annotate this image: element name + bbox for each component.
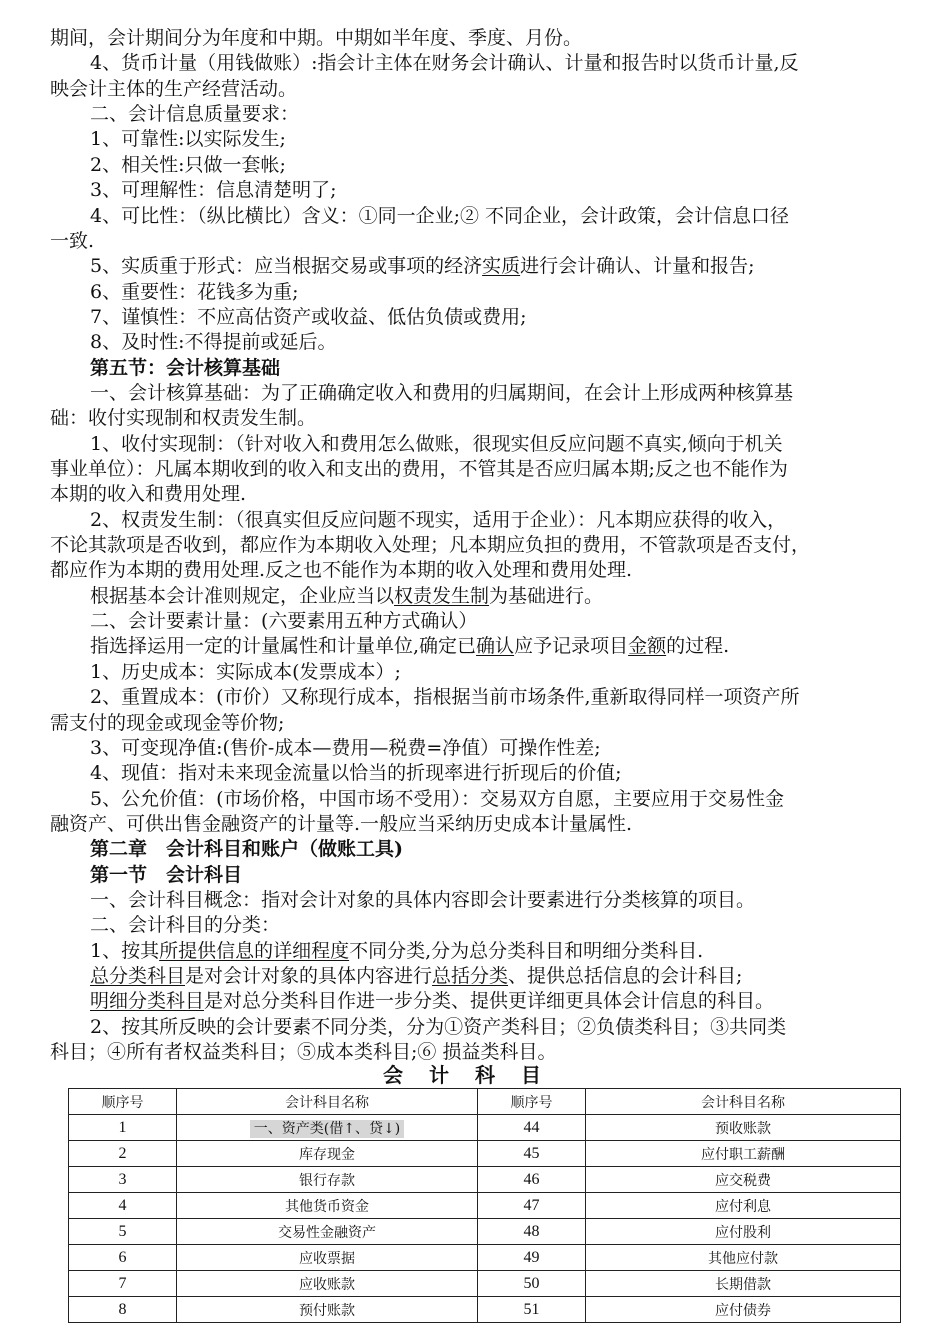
text-span: 不同分类,分为总分类科目和明细分类科目. <box>349 939 704 962</box>
text-span: 指选择运用一定的计量属性和计量单位,确定已 <box>90 635 477 658</box>
text-line: 一、会计核算基础：为了正确确定收入和费用的归属期间，在会计上形成两种核算基 <box>90 381 794 404</box>
list-item: 1、可靠性:以实际发生; <box>90 128 286 151</box>
table-cell: 49 <box>478 1245 586 1271</box>
list-item: 3、可理解性：信息清楚明了; <box>90 179 337 202</box>
table-cell: 45 <box>478 1141 586 1167</box>
text-span: 为基础进行。 <box>489 584 604 607</box>
table-cell: 应付债券 <box>586 1297 901 1323</box>
text-line: 础：收付实现制和权责发生制。 <box>50 407 317 430</box>
chapter-title: 第二章 会计科目和账户（做账工具) <box>90 838 403 861</box>
text-line <box>90 583 918 609</box>
list-item: 6、重要性：花钱多为重; <box>90 280 299 303</box>
text-line <box>90 963 918 989</box>
section-title: 第一节 会计科目 <box>90 863 243 886</box>
text-span: 5、实质重于形式：应当根据交易或事项的经济 <box>90 255 483 278</box>
table-row <box>69 1271 901 1297</box>
table-cell: 应付股利 <box>586 1219 901 1245</box>
text-line: 融资产、可供出售金融资产的计量等.一般应当采纳历史成本计量属性. <box>50 812 633 835</box>
list-item: 8、及时性:不得提前或延后。 <box>90 331 337 354</box>
account-subject-table <box>68 1088 901 1323</box>
list-item: 7、谨慎性：不应高估资产或收益、低估负债或费用; <box>90 305 527 328</box>
list-item: 4、可比性：（纵比横比）含义：①同一企业;② 不同企业，会计政策，会计信息口径 <box>90 204 790 227</box>
list-item <box>90 253 918 279</box>
text-line: 本期的收入和费用处理. <box>50 483 247 506</box>
table-row <box>69 1115 901 1141</box>
text-line: 一致. <box>50 229 95 252</box>
text-span: 1、按其 <box>90 939 160 962</box>
underlined-term: 权责发生制 <box>394 584 490 607</box>
text-span: 进行会计确认、计量和报告; <box>520 255 755 278</box>
table-cell: 7 <box>69 1271 177 1297</box>
table-cell: 预收账款 <box>586 1115 901 1141</box>
table-row <box>69 1219 901 1245</box>
table-cell: 其他应付款 <box>586 1245 901 1271</box>
table-cell: 4 <box>69 1193 177 1219</box>
underlined-term: 总括分类 <box>432 965 509 987</box>
table-cell: 50 <box>478 1271 586 1297</box>
text-line: 4、货币计量（用钱做账）:指会计主体在财务会计确认、计量和报告时以货币计量,反 <box>90 52 799 75</box>
text-span: 根据基本会计准则规定，企业应当以 <box>90 584 395 607</box>
table-cell: 应交税费 <box>586 1167 901 1193</box>
table-cell: 交易性金融资产 <box>177 1219 478 1245</box>
underlined-term: 金额 <box>628 635 667 658</box>
text-line: 一、会计科目概念：指对会计对象的具体内容即会计要素进行分类核算的项目。 <box>90 888 756 911</box>
text-line: 都应作为本期的费用处理.反之也不能作为本期的收入处理和费用处理. <box>50 559 633 582</box>
highlighted-category: 一、资产类(借↑、贷↓) <box>250 1120 404 1138</box>
text-line: 事业单位）：凡属本期收到的收入和支出的费用，不管其是否应归属本期;反之也不能作为 <box>50 458 788 480</box>
table-cell: 5 <box>69 1219 177 1245</box>
text-line: 1、收付实现制：（针对收入和费用怎么做账，很现实但反应问题不真实,倾向于机关 <box>90 432 783 455</box>
text-line: 映会计主体的生产经营活动。 <box>50 77 298 100</box>
table-cell: 银行存款 <box>177 1167 478 1193</box>
table-cell: 应付利息 <box>586 1193 901 1219</box>
header-cell: 顺序号 <box>69 1089 177 1115</box>
table-cell: 其他货币资金 <box>177 1193 478 1219</box>
list-item: 3、可变现净值:(售价-成本—费用—税费=净值）可操作性差; <box>90 736 601 759</box>
list-item: 2、相关性:只做一套帐; <box>90 153 286 176</box>
table-cell: 应收账款 <box>177 1271 478 1297</box>
section-title: 第五节：会计核算基础 <box>90 356 281 379</box>
text-line: 需支付的现金或现金等价物; <box>50 711 285 734</box>
table-cell: 3 <box>69 1167 177 1193</box>
table-row <box>69 1245 901 1271</box>
table-cell: 6 <box>69 1245 177 1271</box>
text-line: 科目；④所有者权益类科目；⑤成本类科目;⑥ 损益类科目。 <box>50 1041 557 1063</box>
table-cell: 47 <box>478 1193 586 1219</box>
underlined-term: 明细分类科目 <box>90 990 205 1013</box>
table-cell: 8 <box>69 1297 177 1323</box>
header-cell: 会计科目名称 <box>586 1089 901 1115</box>
table-row <box>69 1297 901 1323</box>
section-heading: 二、会计要素计量：(六要素用五种方式确认） <box>90 610 478 633</box>
table-row <box>69 1167 901 1193</box>
table-cell: 库存现金 <box>177 1141 478 1167</box>
table-row <box>69 1141 901 1167</box>
table-cell: 46 <box>478 1167 586 1193</box>
underlined-term: 所提供信息的详细程度 <box>159 939 350 962</box>
header-cell: 会计科目名称 <box>177 1089 478 1115</box>
text-span: 的过程. <box>666 635 730 658</box>
table-cell: 预付账款 <box>177 1297 478 1323</box>
text-line: 期间，会计期间分为年度和中期。中期如半年度、季度、月份。 <box>50 27 583 49</box>
table-caption: 会计科目 <box>383 1063 567 1088</box>
text-line: 不论其款项是否收到，都应作为本期收入处理；凡本期应负担的费用，不管款项是否支付， <box>50 534 811 556</box>
text-line: 2、权责发生制：（很真实但反应问题不现实，适用于企业）：凡本期应获得的收入， <box>90 508 787 531</box>
table-cell: 长期借款 <box>586 1271 901 1297</box>
section-heading: 二、会计科目的分类： <box>90 914 281 937</box>
table-cell: 1 <box>69 1115 177 1141</box>
table-cell: 应付职工薪酬 <box>586 1141 901 1167</box>
list-item: 4、现值：指对未来现金流量以恰当的折现率进行折现后的价值; <box>90 762 622 785</box>
underlined-term: 实质 <box>482 255 521 278</box>
list-item <box>90 938 918 964</box>
list-item: 2、重置成本：(市价）又称现行成本，指根据当前市场条件,重新取得同样一项资产所 <box>90 686 800 709</box>
text-line <box>90 633 918 659</box>
table-cell: 44 <box>478 1115 586 1141</box>
text-span: 是对总分类科目作进一步分类、提供更详细更具体会计信息的科目。 <box>204 990 775 1013</box>
table-row <box>69 1193 901 1219</box>
text-span: 、提供总括信息的会计科目; <box>508 965 743 987</box>
text-line: 2、按其所反映的会计要素不同分类，分为①资产类科目；②负债类科目；③共同类 <box>90 1015 787 1038</box>
table-cell: 应收票据 <box>177 1245 478 1271</box>
text-span: 是对会计对象的具体内容进行 <box>185 965 433 987</box>
text-line <box>90 988 918 1014</box>
table-cell: 51 <box>478 1297 586 1323</box>
list-item: 5、公允价值：(市场价格，中国市场不受用）：交易双方自愿，主要应用于交易性金 <box>90 787 785 810</box>
text-span: 应予记录项目 <box>514 635 629 658</box>
table-header-row <box>69 1089 901 1115</box>
underlined-term: 确认 <box>476 635 515 658</box>
table-cell <box>177 1115 478 1141</box>
table-cell: 48 <box>478 1219 586 1245</box>
underlined-term: 总分类科目 <box>90 965 186 987</box>
section-heading: 二、会计信息质量要求： <box>90 103 300 126</box>
list-item: 1、历史成本：实际成本(发票成本）; <box>90 660 401 683</box>
table-cell: 2 <box>69 1141 177 1167</box>
header-cell: 顺序号 <box>478 1089 586 1115</box>
